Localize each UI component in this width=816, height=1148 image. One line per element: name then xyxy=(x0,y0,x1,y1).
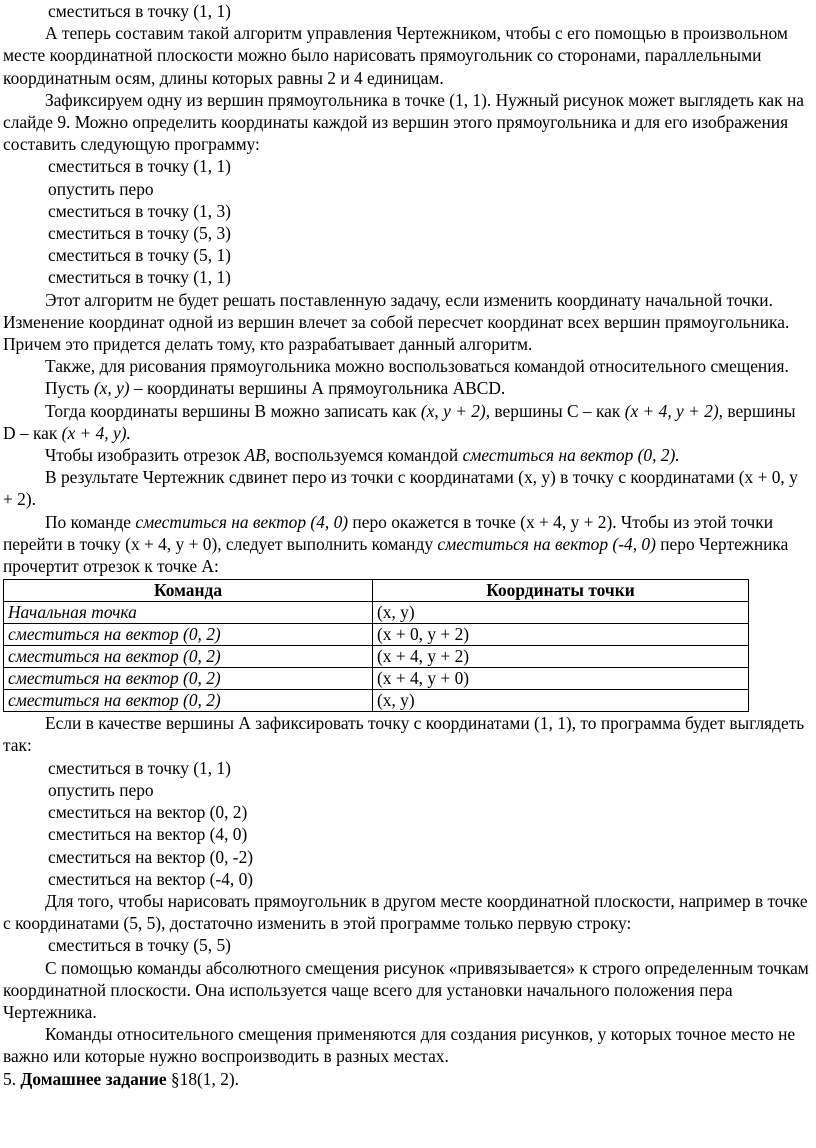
paragraph: Команды относительного смещения применяются для создания рисунков, у которых точное место не важно или которые нужно воспроизводить в разных местах. xyxy=(3,1024,796,1067)
column-header: Координаты точки xyxy=(373,580,749,602)
table-cell: сместиться на вектор (0, 2) xyxy=(4,668,373,690)
table-cell: сместиться на вектор (0, 2) xyxy=(4,646,373,668)
italic-run: сместиться на вектор (-4, 0) xyxy=(437,533,656,554)
code-line: опустить перо xyxy=(48,178,154,199)
table-cell: сместиться на вектор (0, 2) xyxy=(4,690,373,712)
text-run: Пусть xyxy=(45,378,94,399)
table-row xyxy=(4,646,749,668)
text-run: §18(1, 2). xyxy=(166,1068,240,1089)
paragraph xyxy=(3,377,811,399)
paragraph: В результате Чертежник сдвинет перо из точки с координатами (x, y) в точку с координатами (x + 0, y + 2). xyxy=(3,467,798,510)
table-row xyxy=(4,602,749,624)
code-line: сместиться в точку (1, 1) xyxy=(48,267,231,288)
commands-table xyxy=(3,579,749,712)
paragraph xyxy=(3,444,811,466)
code-line: сместиться в точку (5, 5) xyxy=(48,935,231,956)
paragraph: С помощью команды абсолютного смещения рисунок «привязывается» к строго определенным точкам координатной плоскости. Она используется чаще всего для установки начального положения пера Чертежника. xyxy=(3,957,809,1022)
text-run: , воспользуемся командой xyxy=(265,445,463,466)
program-listing-1 xyxy=(3,155,811,288)
text-run: По команде xyxy=(45,511,136,532)
text-run: 5. xyxy=(3,1068,21,1089)
program-listing-3 xyxy=(3,934,811,956)
code-line: сместиться на вектор (0, -2) xyxy=(48,846,254,867)
code-line: сместиться в точку (1, 3) xyxy=(48,200,231,221)
table-row xyxy=(4,668,749,690)
code-line: сместиться в точку (1, 1) xyxy=(48,757,231,778)
italic-run: (x + 4, y + 2) xyxy=(624,400,719,421)
italic-run: AB xyxy=(244,445,266,466)
code-line: сместиться на вектор (-4, 0) xyxy=(48,868,254,889)
table-row xyxy=(4,690,749,712)
code-line: сместиться в точку (1, 1) xyxy=(48,156,231,177)
text-run: перо окажется в точке (x + 4, y + 2). Чтобы из этой точки перейти в точку (x + 4, y + 0), следует выполнить команду xyxy=(3,511,774,554)
italic-run: (x + 4, y). xyxy=(61,422,131,443)
text-run: , вершины D – как xyxy=(3,400,796,443)
text-run: вершины С – как xyxy=(490,400,625,421)
document-body xyxy=(3,0,811,1090)
paragraph: А теперь составим такой алгоритм управления Чертежником, чтобы с его помощью в произвольном месте координатной плоскости можно было нарисовать прямоугольник со сторонами, параллельными координатным осям, длины которых равны 2 и 4 единицам. xyxy=(3,23,788,88)
italic-run: (x, y + 2), xyxy=(420,400,491,421)
table-header-row xyxy=(4,580,749,602)
paragraph: Этот алгоритм не будет решать поставленную задачу, если изменить координату начальной точки. Изменение координат одной из вершин влечет за собой пересчет координат всех вершин прямоугольника. Причем это придется делать тому, кто разрабатывает данный алгоритм. xyxy=(3,289,790,355)
code-line: сместиться на вектор (0, 2) xyxy=(48,802,248,823)
table-cell: (x + 0, y + 2) xyxy=(373,624,749,646)
text-run: Тогда координаты вершины В можно записать как xyxy=(45,400,421,421)
text-run: – координаты вершины А прямоугольника ABCD. xyxy=(129,378,506,399)
paragraph: Также, для рисования прямоугольника можно воспользоваться командой относительного смещения. xyxy=(45,356,789,377)
paragraph: Для того, чтобы нарисовать прямоугольник в другом месте координатной плоскости, например в точке с координатами (5, 5), достаточно изменить в этой программе только первую строку: xyxy=(3,890,808,934)
table-row xyxy=(4,624,749,646)
paragraph: Зафиксируем одну из вершин прямоугольника в точке (1, 1). Нужный рисунок может выглядеть как на слайде 9. Можно определить координаты каждой из вершин этого прямоугольника и для его изображения составить следующую программу: xyxy=(3,89,804,155)
table-cell: (x, y) xyxy=(373,602,749,624)
table-cell: (x + 4, y + 0) xyxy=(373,668,749,690)
code-line: опустить перо xyxy=(48,779,154,800)
code-line: сместиться в точку (5, 3) xyxy=(48,223,231,244)
column-header: Команда xyxy=(4,580,373,602)
code-line: сместиться в точку (1, 1) xyxy=(48,1,231,21)
table-cell: (x + 4, y + 2) xyxy=(373,646,749,668)
text-run: Чтобы изобразить отрезок xyxy=(45,445,245,466)
paragraph xyxy=(3,400,811,444)
text-run: перо Чертежника прочертит отрезок к точке А: xyxy=(3,533,789,577)
paragraph xyxy=(3,511,811,578)
bold-run: Домашнее задание xyxy=(20,1068,167,1089)
table-cell: Начальная точка xyxy=(4,602,373,624)
italic-run: сместиться на вектор (0, 2). xyxy=(462,445,680,466)
italic-run: (x, y) xyxy=(93,378,130,399)
table-cell: (x, y) xyxy=(373,690,749,712)
homework-line xyxy=(3,1068,811,1090)
program-listing-2 xyxy=(3,757,811,890)
paragraph: Если в качестве вершины А зафиксировать точку с координатами (1, 1), то программа будет выглядеть так: xyxy=(3,713,805,756)
italic-run: сместиться на вектор (4, 0) xyxy=(135,511,349,532)
code-line: сместиться в точку (5, 1) xyxy=(48,245,231,266)
table-cell: сместиться на вектор (0, 2) xyxy=(4,624,373,646)
code-line: сместиться на вектор (4, 0) xyxy=(48,824,248,845)
